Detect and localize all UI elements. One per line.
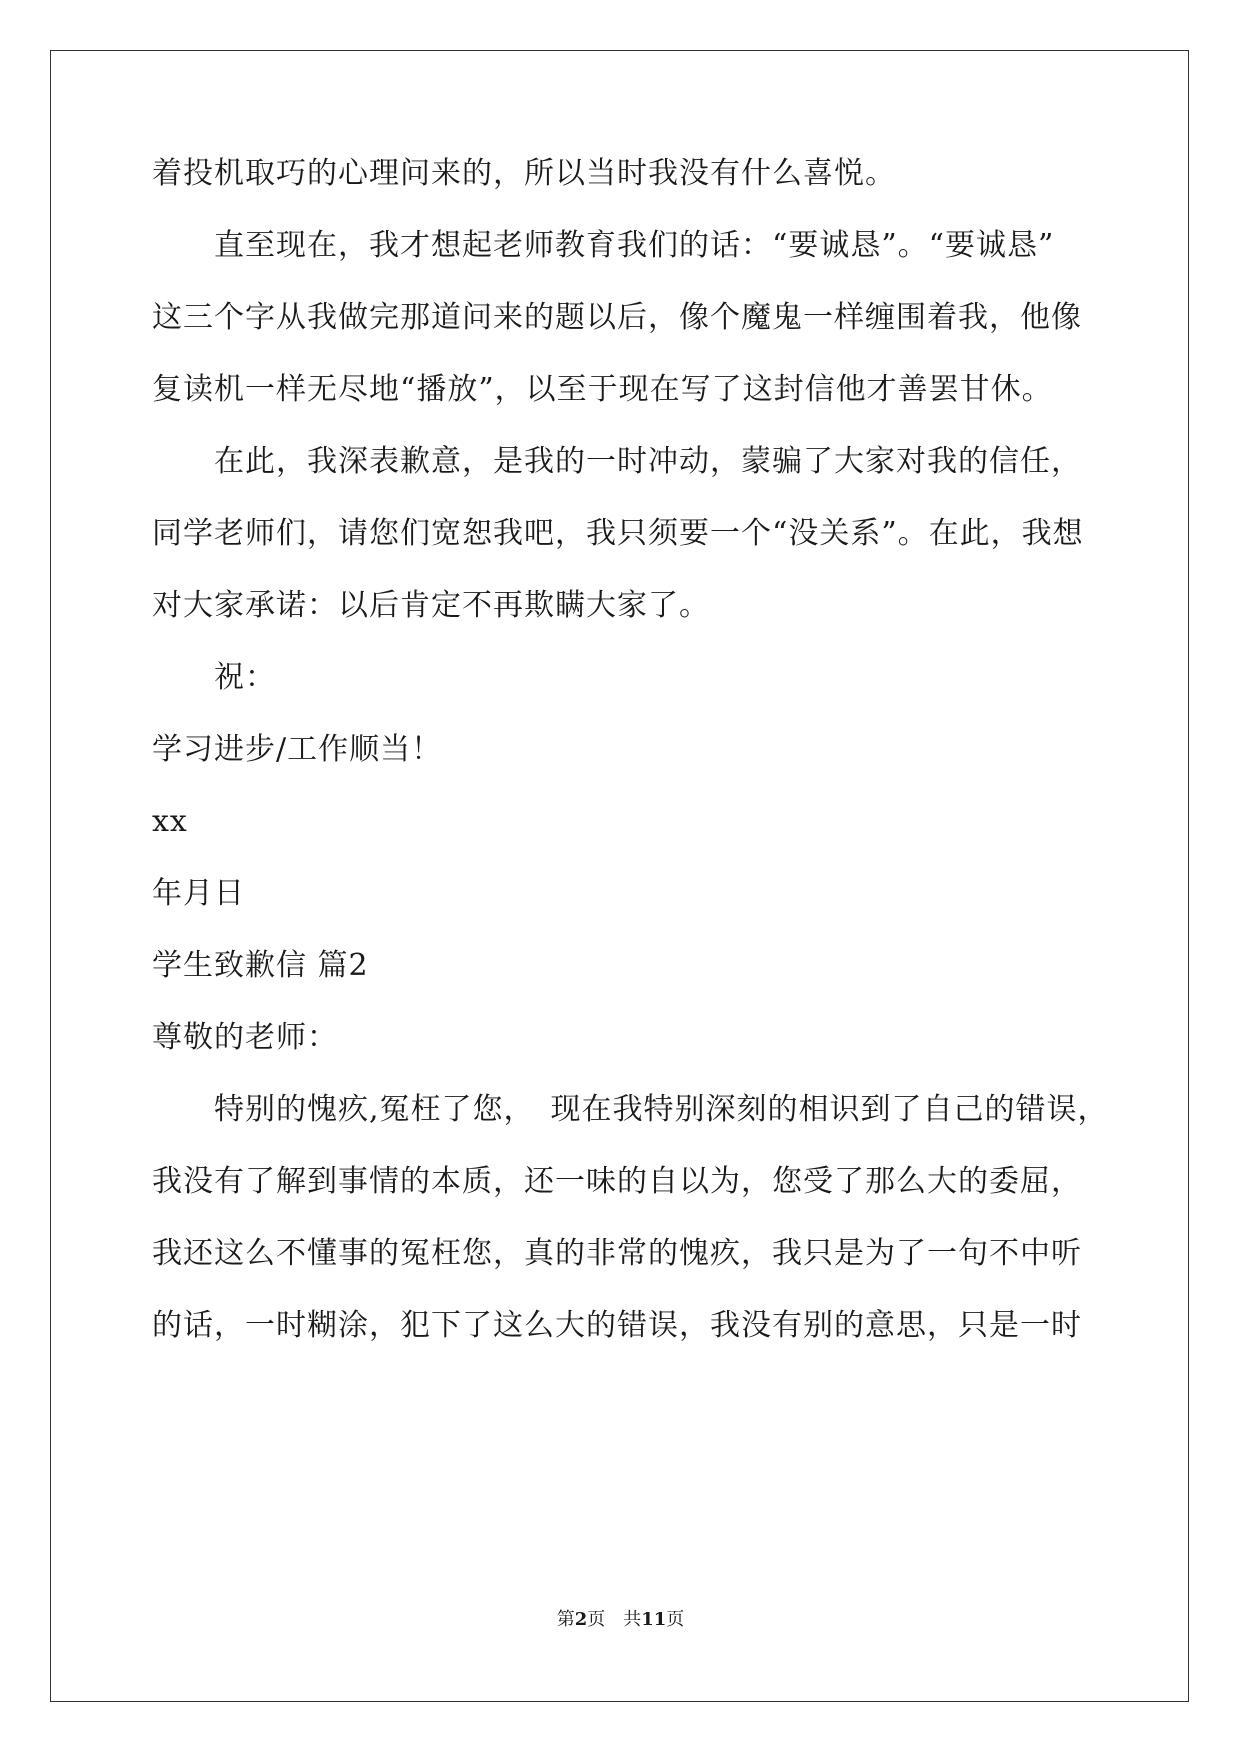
footer-total-prefix: 共: [623, 1609, 642, 1630]
wish-line: 学习进步/工作顺当！: [152, 732, 443, 767]
text-line-15: 我没有了解到事情的本质，还一味的自以为，您受了那么大的委屈，: [152, 1164, 1082, 1199]
section-title: 学生致歉信 篇2: [152, 948, 369, 983]
footer-total-suffix: 页: [666, 1609, 685, 1630]
text-line-4: 复读机一样无尽地“播放”，以至于现在写了这封信他才善罢甘休。: [152, 372, 1053, 407]
footer-total-pages: 11: [641, 1609, 667, 1630]
text-line-3: 这三个字从我做完那道问来的题以后，像个魔鬼一样缠围着我，他像: [152, 300, 1082, 335]
text-line-17: 的话，一时糊涂，犯下了这么大的错误，我没有别的意思，只是一时: [152, 1308, 1082, 1343]
text-line-16: 我还这么不懂事的冤枉您，真的非常的愧疚，我只是为了一句不中听: [152, 1236, 1082, 1271]
salutation-line: 尊敬的老师：: [152, 1020, 338, 1055]
text-line-2: 直至现在，我才想起老师教育我们的话：“要诚恳”。“要诚恳”: [214, 228, 1055, 263]
footer-page-suffix: 页: [587, 1609, 606, 1630]
footer-page-number: 2: [574, 1609, 588, 1630]
greeting-line: 祝：: [214, 660, 276, 695]
footer-prefix: 第: [556, 1609, 575, 1630]
text-line-7: 对大家承诺：以后肯定不再欺瞒大家了。: [152, 588, 710, 623]
text-line-6: 同学老师们，请您们宽恕我吧，我只须要一个“没关系”。在此，我想: [152, 516, 1084, 551]
text-line-5: 在此，我深表歉意，是我的一时冲动，蒙骗了大家对我的信任，: [214, 444, 1082, 479]
date-line: 年月日: [152, 876, 245, 911]
text-line-14: 特别的愧疚,冤枉了您， 现在我特别深刻的相识到了自己的错误，: [214, 1092, 1109, 1127]
signature-line: xx: [152, 804, 188, 839]
text-line-1: 着投机取巧的心理问来的，所以当时我没有什么喜悦。: [152, 156, 896, 191]
page-footer: [0, 1608, 1241, 1632]
